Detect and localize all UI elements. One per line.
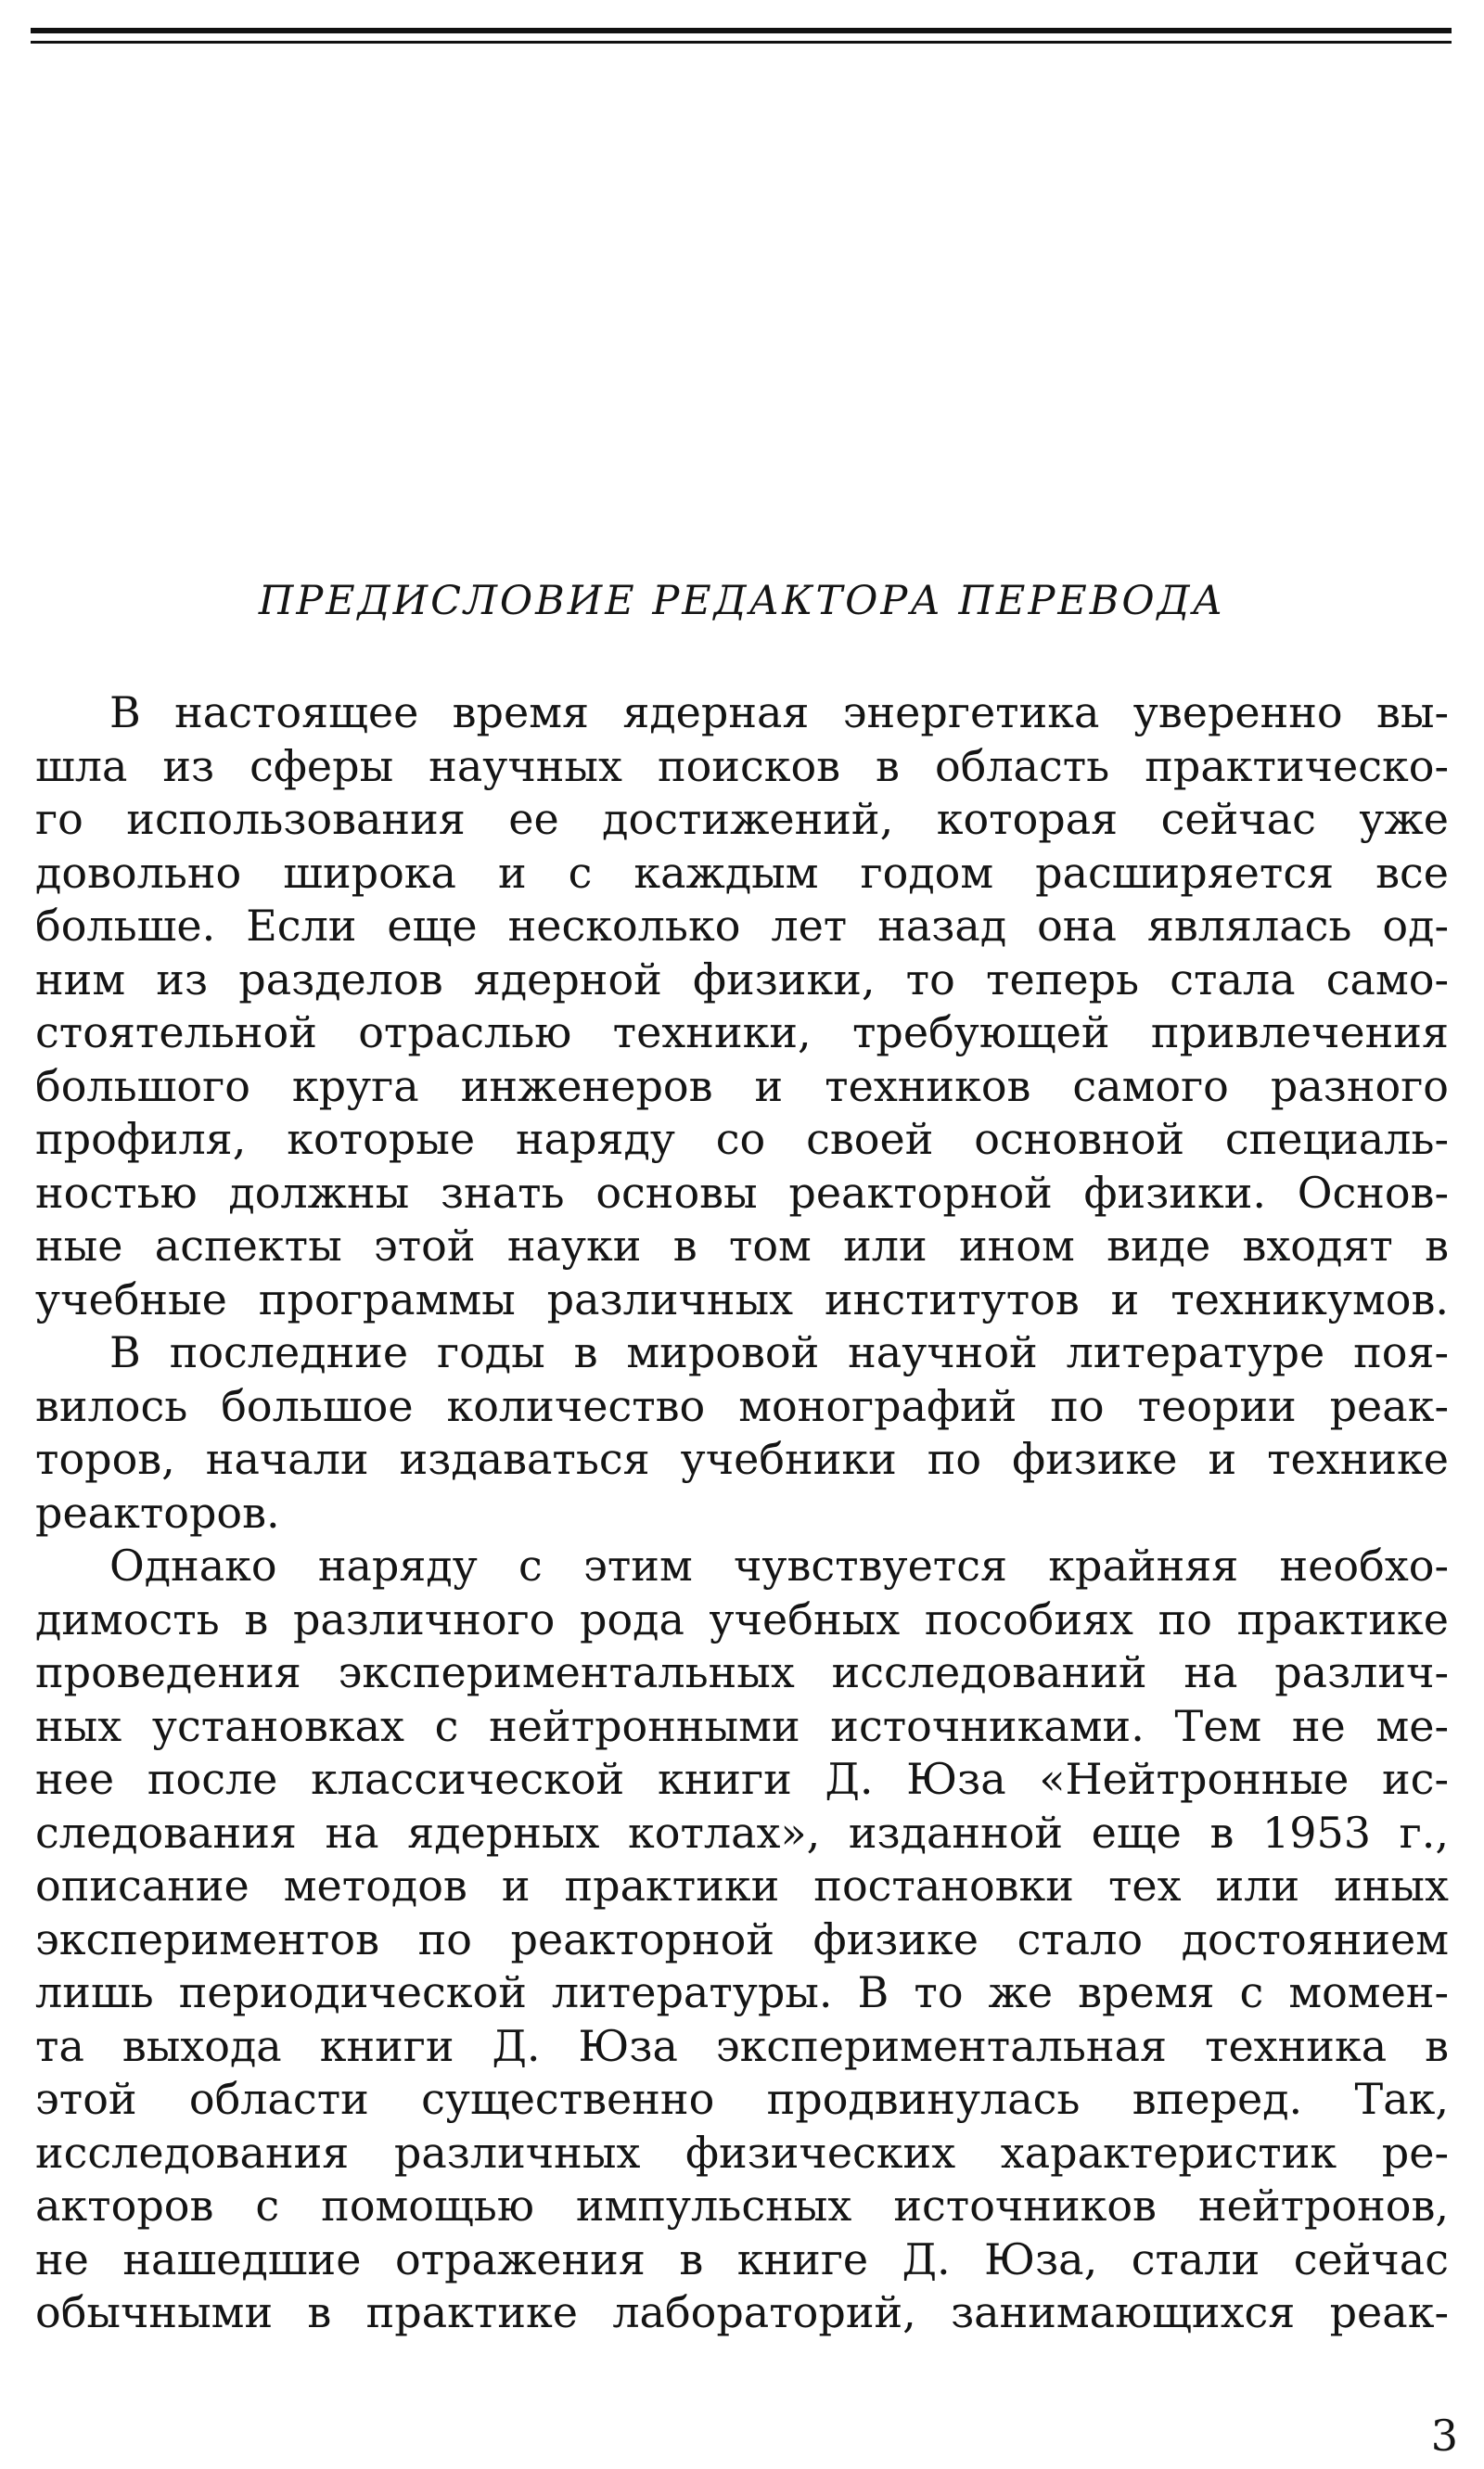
text-line: экспериментов по реакторной физике стало достоянием	[35, 1913, 1449, 1964]
text-line: описание методов и практики постановки тех или иных	[35, 1861, 1449, 1911]
text-line: вилось большое количество монографий по теории реак-	[35, 1380, 1449, 1431]
text-line: большого круга инженеров и техников самого разного	[35, 1060, 1449, 1111]
top-rule-thin	[31, 41, 1452, 44]
text-line: проведения экспериментальных исследований на различ-	[35, 1647, 1449, 1697]
text-line: исследования различных физических характеристик ре-	[35, 2127, 1449, 2178]
text-line: этой области существенно продвинулась вперед. Так,	[35, 2074, 1449, 2124]
text-line: больше. Если еще несколько лет назад она являлась од-	[35, 901, 1449, 951]
text-line: нее после классической книги Д. Юза «Нейтронные ис-	[35, 1754, 1449, 1804]
text-line: реакторов.	[35, 1487, 280, 1538]
text-line: профиля, которые наряду со своей основной специаль-	[35, 1114, 1449, 1164]
text-line: акторов с помощью импульсных источников нейтронов,	[35, 2181, 1449, 2231]
page-heading: ПРЕДИСЛОВИЕ РЕДАКТОРА ПЕРЕВОДА	[258, 578, 1226, 624]
text-line: Однако наряду с этим чувствуется крайняя необхо-	[109, 1541, 1449, 1591]
text-line: не нашедшие отражения в книге Д. Юза, стали сейчас	[35, 2233, 1449, 2284]
text-line: обычными в практике лабораторий, занимающихся реак-	[35, 2287, 1449, 2337]
text-line: учебные программы различных институтов и техникумов.	[35, 1273, 1449, 1324]
text-line: шла из сферы научных поисков в область практическо-	[35, 740, 1449, 791]
text-line: димость в различного рода учебных пособиях по практике	[35, 1593, 1449, 1644]
text-line: лишь периодической литературы. В то же время с момен-	[35, 1967, 1449, 2017]
text-line: следования на ядерных котлах», изданной еще в 1953 г.,	[35, 1807, 1449, 1858]
body-text	[35, 686, 1449, 2340]
text-line: та выхода книги Д. Юза экспериментальная техника в	[35, 2020, 1449, 2071]
text-line: ним из разделов ядерной физики, то теперь стала само-	[35, 953, 1449, 1004]
page-number: 3	[1430, 2411, 1458, 2461]
text-line: ных установках с нейтронными источниками. Тем не ме-	[35, 1700, 1449, 1751]
text-line: довольно широка и с каждым годом расширяется все	[35, 847, 1449, 898]
text-line: ные аспекты этой науки в том или ином виде входят в	[35, 1221, 1449, 1271]
text-line: В настоящее время ядерная энергетика уверенно вы-	[109, 687, 1449, 737]
text-line: торов, начали издаваться учебники по физике и технике	[35, 1434, 1449, 1484]
text-line: стоятельной отраслью техники, требующей привлечения	[35, 1007, 1449, 1057]
top-rule-thick	[31, 28, 1452, 33]
text-line: го использования ее достижений, которая сейчас уже	[35, 794, 1449, 844]
text-line: В последние годы в мировой научной литературе поя-	[109, 1327, 1449, 1377]
text-line: ностью должны знать основы реакторной физики. Основ-	[35, 1167, 1449, 1218]
